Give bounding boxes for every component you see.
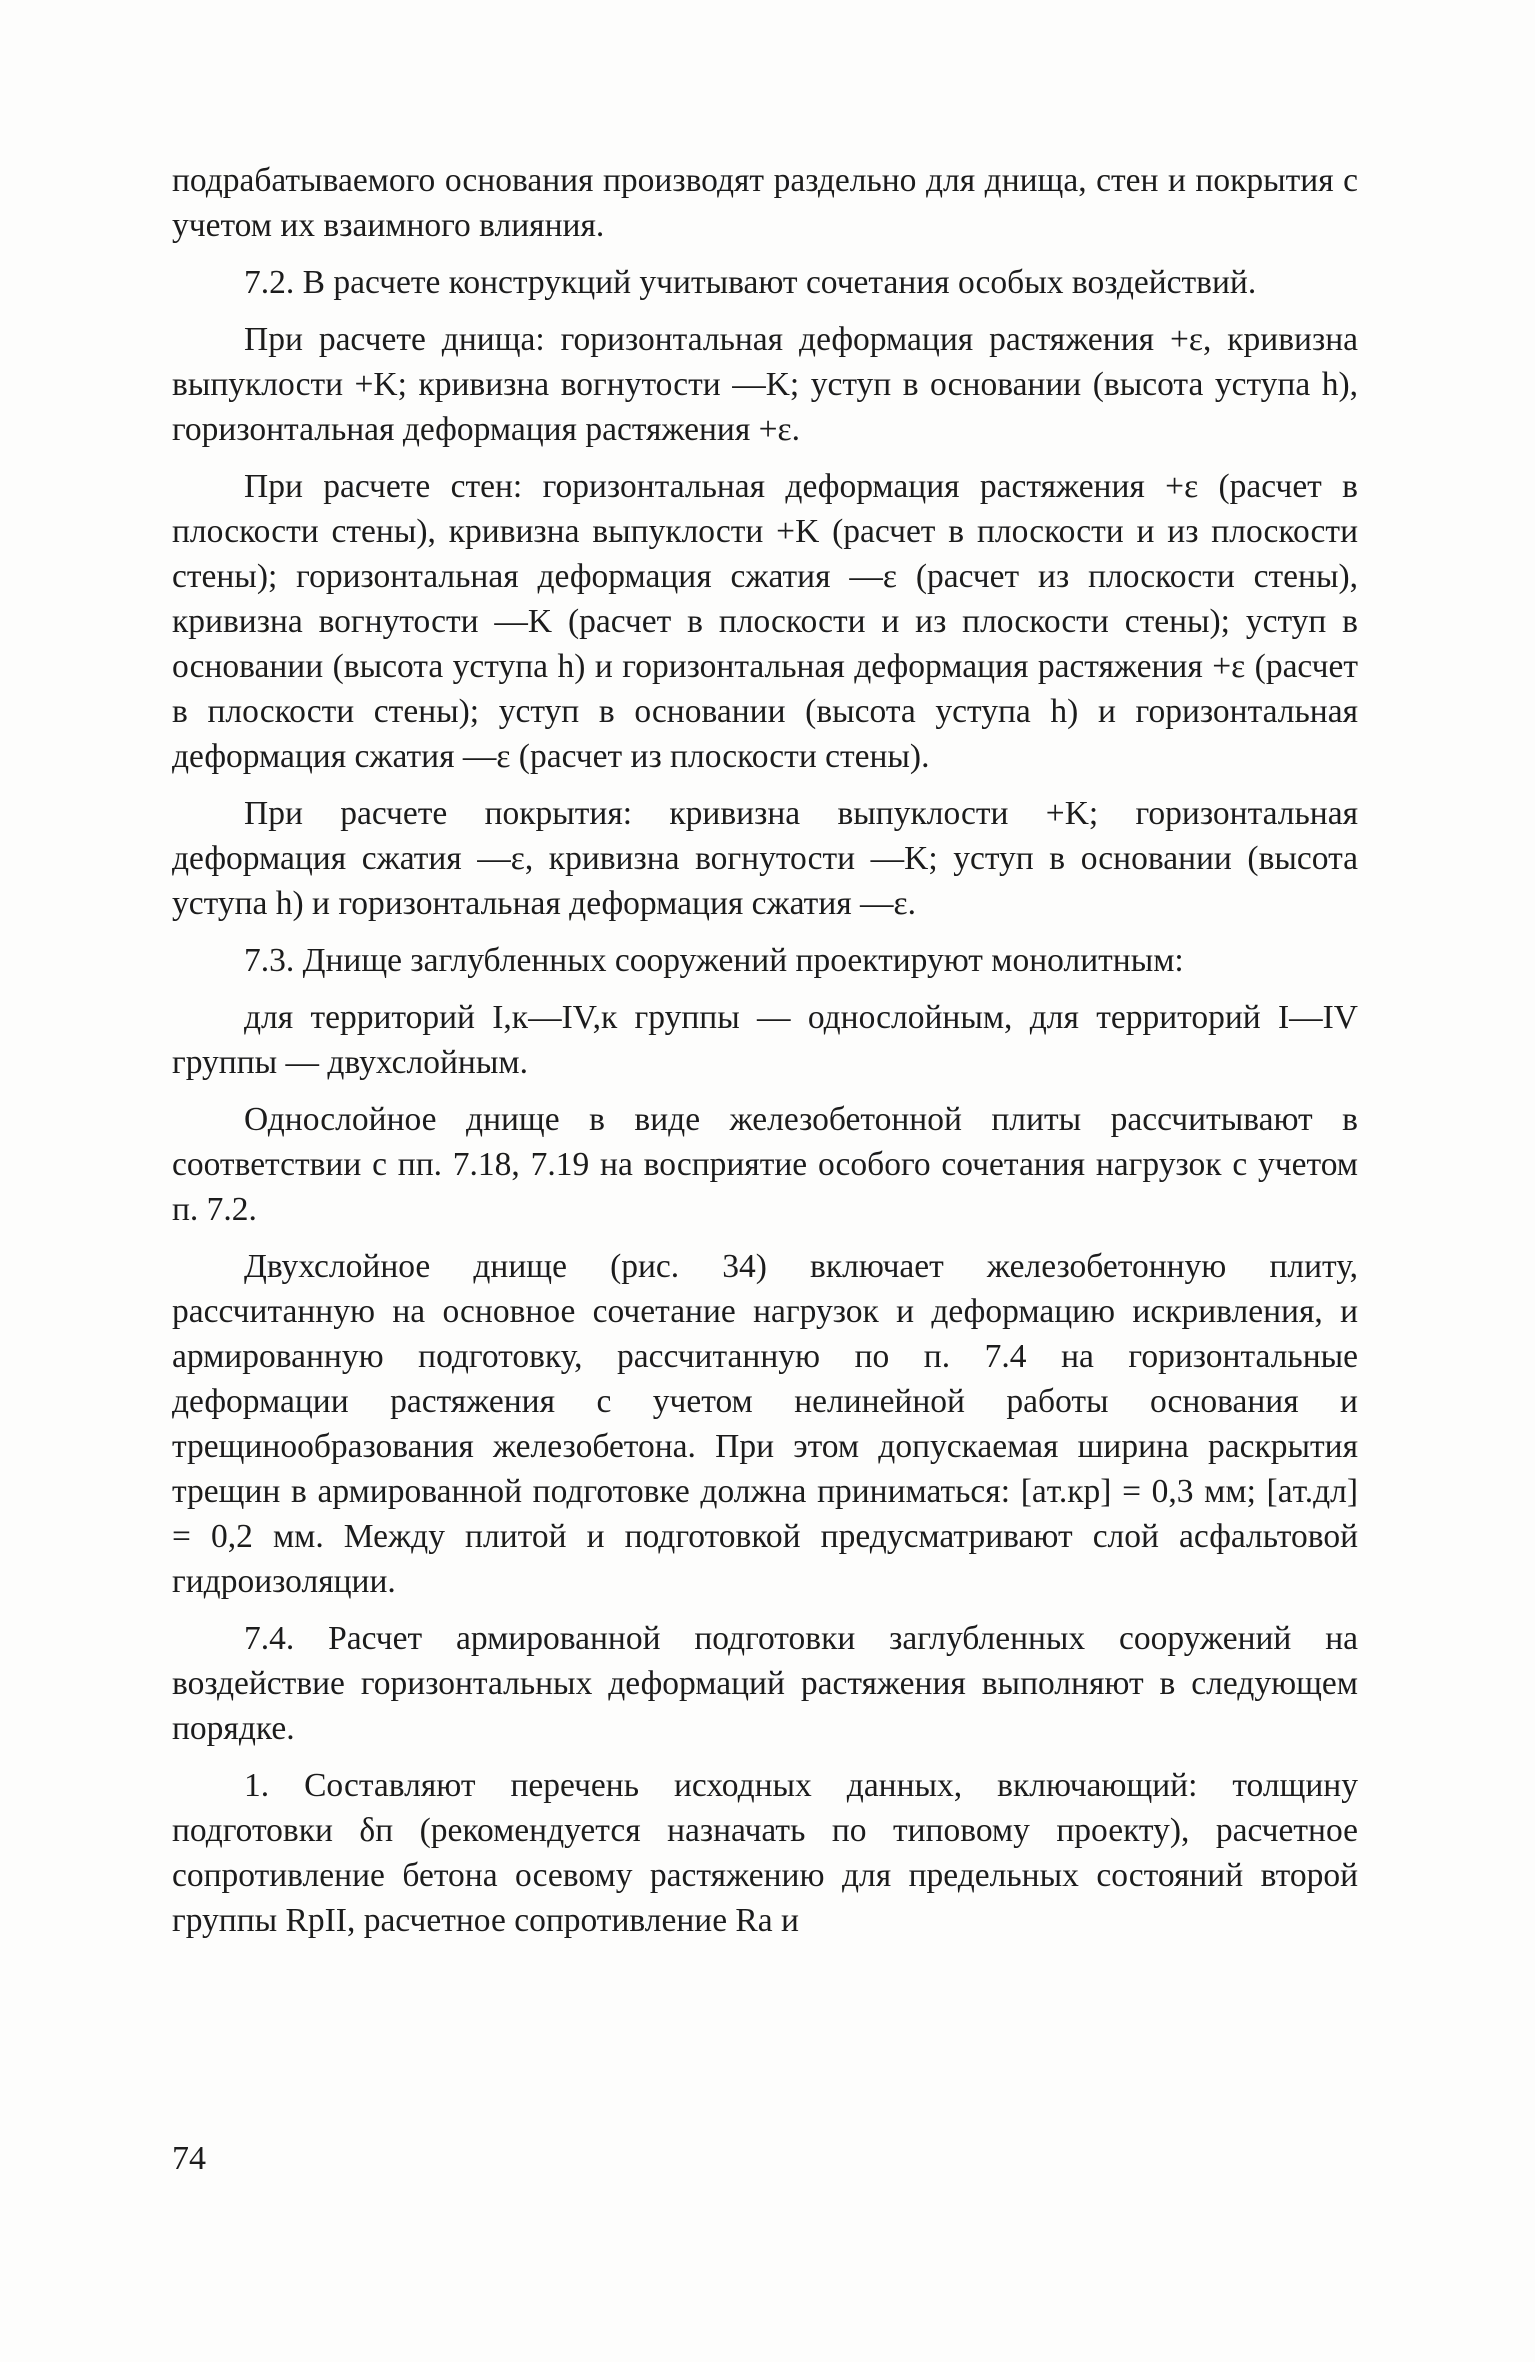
paragraph-territories: для территорий I,к—IV,к группы — однослойным, для территорий I—IV группы — двухслойным.	[172, 999, 1358, 1081]
paragraph-item-1: 1. Составляют перечень исходных данных, включающий: толщину подготовки δп (рекомендуется назначать по типовому проекту), расчетное сопротивление бетона осевому растяжению для предельных состояний второй группы RpII, расчетное сопротивление Ra и	[172, 1767, 1358, 1939]
paragraph-continuation: подрабатываемого основания производят раздельно для днища, стен и покрытия с учетом их взаимного влияния.	[172, 162, 1358, 244]
paragraph-walls-calculation: При расчете стен: горизонтальная деформация растяжения +ε (расчет в плоскости стены), кривизна выпуклости +K (расчет в плоскости и из плоскости стены); горизонтальная деформация сжатия —ε (расчет из плоскости стены), кривизна вогнутости —K (расчет в плоскости и из плоскости стены); уступ в основании (высота уступа h) и горизонтальная деформация растяжения +ε (расчет в плоскости стены); уступ в основании (высота уступа h) и горизонтальная деформация сжатия —ε (расчет из плоскости стены).	[172, 468, 1358, 775]
paragraph-7-4: 7.4. Расчет армированной подготовки заглубленных сооружений на воздействие горизонтальных деформаций растяжения выполняют в следующем порядке.	[172, 1620, 1358, 1747]
paragraph-double-layer: Двухслойное днище (рис. 34) включает железобетонную плиту, рассчитанную на основное сочетание нагрузок и деформацию искривления, и армированную подготовку, рассчитанную по п. 7.4 на горизонтальные деформации растяжения с учетом нелинейной работы основания и трещинообразования железобетона. При этом допускаемая ширина раскрытия трещин в армированной подготовке должна приниматься: [aт.кр] = 0,3 мм; [aт.дл] = 0,2 мм. Между плитой и подготовкой предусматривают слой асфальтовой гидроизоляции.	[172, 1248, 1358, 1600]
paragraph-roof-calculation: При расчете покрытия: кривизна выпуклости +K; горизонтальная деформация сжатия —ε, кривизна вогнутости —K; уступ в основании (высота уступа h) и горизонтальная деформация сжатия —ε.	[172, 795, 1358, 922]
page-number: 74	[172, 2140, 206, 2177]
paragraph-7-3: 7.3. Днище заглубленных сооружений проектируют монолитным:	[244, 942, 1184, 979]
body-text	[172, 158, 1358, 1955]
paragraph-single-layer: Однослойное днище в виде железобетонной плиты рассчитывают в соответствии с пп. 7.18, 7.19 на восприятие особого сочетания нагрузок с учетом п. 7.2.	[172, 1101, 1358, 1228]
paragraph-7-2: 7.2. В расчете конструкций учитывают сочетания особых воздействий.	[244, 264, 1257, 301]
paragraph-bottom-calculation: При расчете днища: горизонтальная деформация растяжения +ε, кривизна выпуклости +K; кривизна вогнутости —K; уступ в основании (высота уступа h), горизонтальная деформация растяжения +ε.	[172, 321, 1358, 448]
